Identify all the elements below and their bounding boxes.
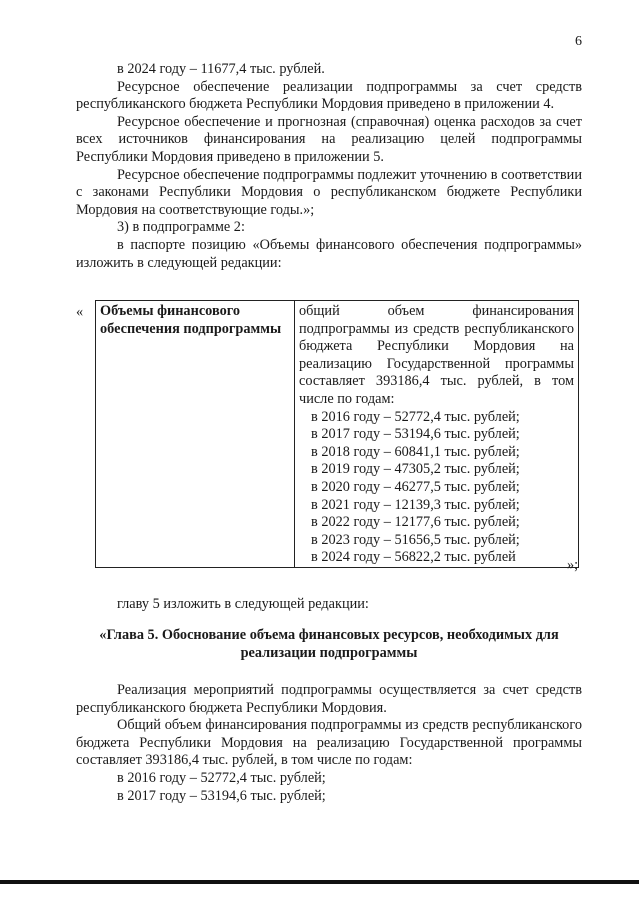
year-line-2016-bottom: в 2016 году – 52772,4 тыс. рублей; <box>117 769 326 786</box>
footer-divider <box>0 880 639 884</box>
year-line-2023: в 2023 году – 51656,5 тыс. рублей; <box>311 531 520 548</box>
year-line-2020: в 2020 году – 46277,5 тыс. рублей; <box>311 478 520 495</box>
paragraph-appendix-5: Ресурсное обеспечение и прогнозная (справочная) оценка расходов за счет всех источников финансирования на реализацию целей подпрограммы Республики Мордовия приведено в приложении 5. <box>76 113 582 165</box>
year-line-2016: в 2016 году – 52772,4 тыс. рублей; <box>311 408 520 425</box>
year-line-2017-bottom: в 2017 году – 53194,6 тыс. рублей; <box>117 787 326 804</box>
chapter-intro-block <box>76 596 582 614</box>
year-line-2021: в 2021 году – 12139,3 тыс. рублей; <box>311 496 520 513</box>
year-line-2018: в 2018 году – 60841,1 тыс. рублей; <box>311 443 520 460</box>
table-quote-close: »; <box>567 557 579 573</box>
funding-intro: общий объем финансирования подпрограммы из средств республиканского бюджета Республики Мордовия на реализацию Государственной программы составляет 393186,4 тыс. рублей, в том числе по годам: <box>299 303 574 407</box>
paragraph-appendix-4: Ресурсное обеспечение реализации подпрограммы за счет средств республиканского бюджета Республики Мордовия приведено в приложении 4. <box>76 78 582 113</box>
year-line-2017: в 2017 году – 53194,6 тыс. рублей; <box>311 426 520 443</box>
funding-label-cell: Объемы финансового обеспечения подпрограммы <box>96 301 295 568</box>
page-number: 6 <box>575 34 582 49</box>
funding-table <box>95 300 579 568</box>
funding-value-cell <box>295 301 579 568</box>
paragraph-2024-total: в 2024 году – 11677,4 тыс. рублей. <box>117 61 325 77</box>
paragraph-total-funding: Общий объем финансирования подпрограммы из средств республиканского бюджета Республики Мордовия на реализацию Государственной программы составляет 393186,4 тыс. рублей, в том числе по годам: <box>76 717 582 769</box>
table-row <box>96 301 579 568</box>
top-text-block <box>76 61 582 272</box>
chapter-title: «Глава 5. Обоснование объема финансовых ресурсов, необходимых для реализации подпрограммы <box>99 627 559 661</box>
bottom-text-block <box>76 682 582 805</box>
year-line-2022: в 2022 году – 12177,6 тыс. рублей; <box>311 514 520 531</box>
year-line-2024: в 2024 году – 56822,2 тыс. рублей <box>311 549 516 566</box>
paragraph-passport-position: в паспорте позицию «Объемы финансового обеспечения подпрограммы» изложить в следующей редакции: <box>76 236 582 271</box>
paragraph-implementation: Реализация мероприятий подпрограммы осуществляется за счет средств республиканского бюджета Республики Мордовия. <box>76 682 582 716</box>
paragraph-refinement: Ресурсное обеспечение подпрограммы подлежит уточнению в соответствии с законами Республики Мордовия о республиканском бюджете Республики Мордовия на соответствующие годы.»; <box>76 166 582 218</box>
paragraph-subprogram-2: 3) в подпрограмме 2: <box>117 219 245 236</box>
year-line-2019: в 2019 году – 47305,2 тыс. рублей; <box>311 461 520 478</box>
table-quote-open: « <box>76 304 84 320</box>
chapter-intro: главу 5 изложить в следующей редакции: <box>117 596 369 612</box>
